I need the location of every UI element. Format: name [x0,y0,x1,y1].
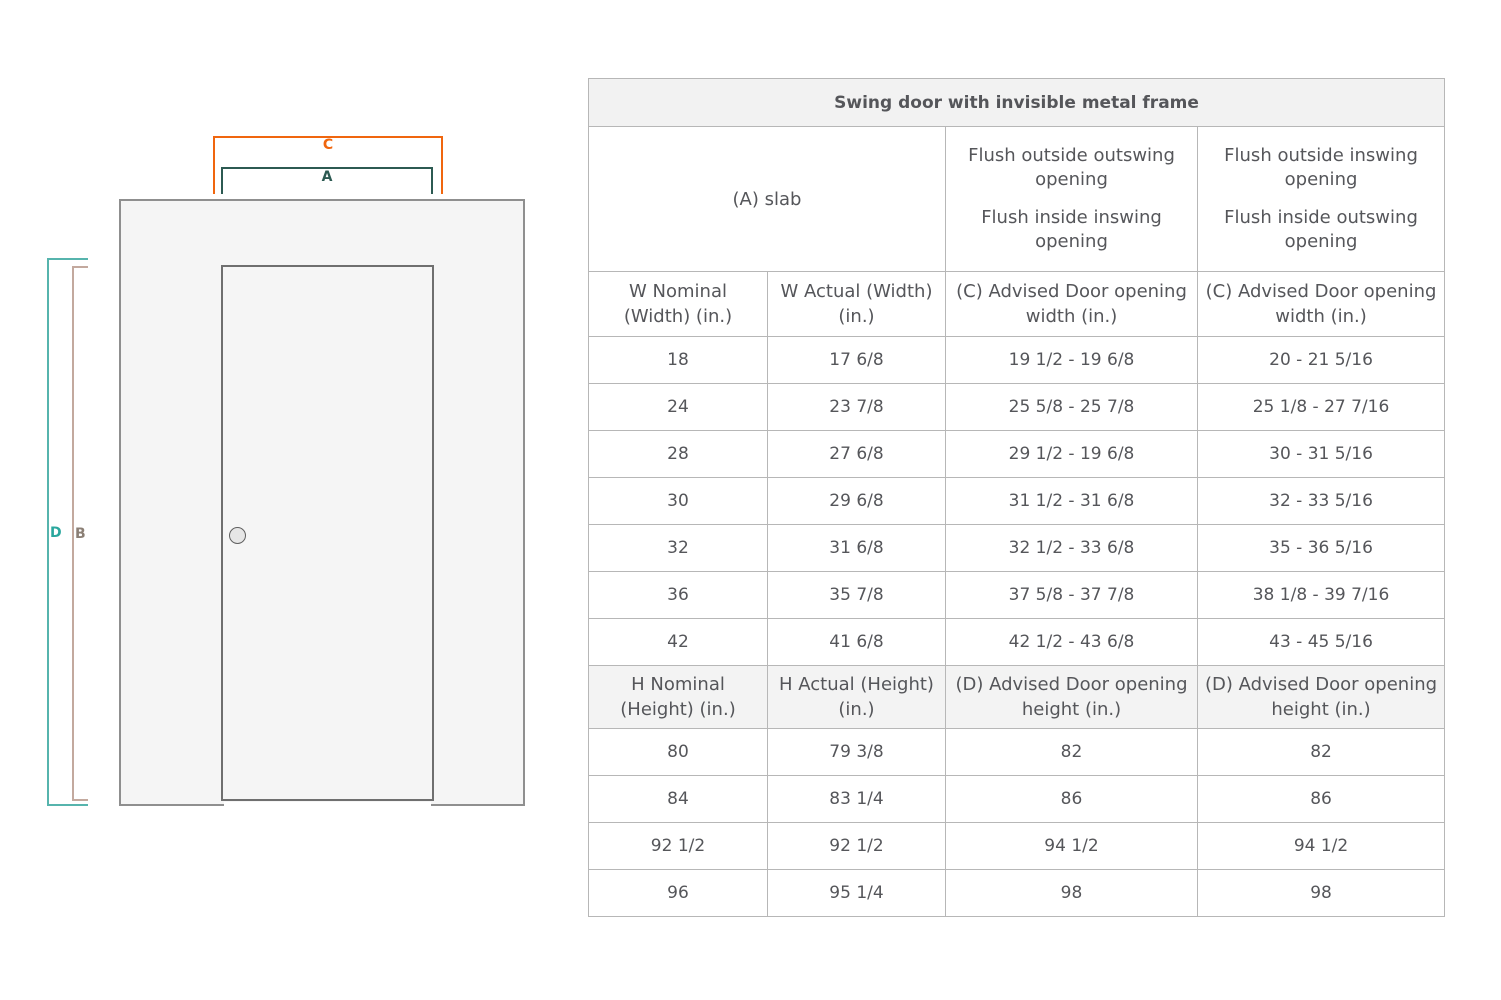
h-nominal-header: H Nominal (Height) (in.) [589,666,768,729]
advised-height-header-outswing: (D) Advised Door opening height (in.) [946,666,1198,729]
table-cell: 42 [589,619,768,666]
table-cell: 27 6/8 [768,431,946,478]
table-cell: 83 1/4 [768,776,946,823]
table-cell: 36 [589,572,768,619]
table-cell: 19 1/2 - 19 6/8 [946,337,1198,384]
width-row-24 [589,384,1445,431]
table-cell: 94 1/2 [1198,823,1445,870]
dimension-label-a: A [321,169,333,185]
door-slab [221,265,434,801]
table-cell: 80 [589,729,768,776]
advised-height-header-inswing: (D) Advised Door opening height (in.) [1198,666,1445,729]
table-cell: 96 [589,870,768,917]
dimension-label-d: D [50,525,62,541]
outswing-line-2: Flush inside inswing opening [981,206,1162,252]
table-cell: 41 6/8 [768,619,946,666]
table-cell: 25 1/8 - 27 7/16 [1198,384,1445,431]
advised-width-header-outswing: (C) Advised Door opening width (in.) [946,272,1198,337]
width-row-36 [589,572,1445,619]
table-cell: 92 1/2 [768,823,946,870]
table-cell: 32 [589,525,768,572]
height-row-84 [589,776,1445,823]
height-header-row [589,666,1445,729]
table-cell: 82 [1198,729,1445,776]
table-cell: 25 5/8 - 25 7/8 [946,384,1198,431]
table-cell: 98 [1198,870,1445,917]
table-cell: 94 1/2 [946,823,1198,870]
table-cell: 35 - 36 5/16 [1198,525,1445,572]
table-cell: 86 [946,776,1198,823]
table-cell: 31 1/2 - 31 6/8 [946,478,1198,525]
width-row-42 [589,619,1445,666]
spec-table [588,78,1445,917]
table-cell: 32 1/2 - 33 6/8 [946,525,1198,572]
table-cell: 86 [1198,776,1445,823]
table-cell: 95 1/4 [768,870,946,917]
table-cell: 82 [946,729,1198,776]
table-cell: 84 [589,776,768,823]
table-cell: 31 6/8 [768,525,946,572]
outswing-opening-header-cell [946,127,1198,272]
table-cell: 43 - 45 5/16 [1198,619,1445,666]
w-actual-header: W Actual (Width) (in.) [768,272,946,337]
table-cell: 92 1/2 [589,823,768,870]
inswing-line-1: Flush outside inswing opening [1224,144,1418,191]
inswing-line-2: Flush inside outswing opening [1224,206,1418,252]
table-cell: 28 [589,431,768,478]
table-cell: 79 3/8 [768,729,946,776]
width-row-18 [589,337,1445,384]
inswing-opening-header-cell [1198,127,1445,272]
table-cell: 30 [589,478,768,525]
width-row-28 [589,431,1445,478]
table-cell: 24 [589,384,768,431]
width-row-30 [589,478,1445,525]
table-cell: 29 1/2 - 19 6/8 [946,431,1198,478]
table-cell: 38 1/8 - 39 7/16 [1198,572,1445,619]
table-cell: 17 6/8 [768,337,946,384]
height-row-92 [589,823,1445,870]
outswing-line-1: Flush outside outswing opening [968,144,1175,191]
dimension-label-c: C [322,137,334,153]
w-nominal-header: W Nominal (Width) (in.) [589,272,768,337]
slab-header-cell: (A) slab [589,127,946,272]
opening-type-header-row [589,127,1445,272]
advised-width-header-inswing: (C) Advised Door opening width (in.) [1198,272,1445,337]
table-title: Swing door with invisible metal frame [589,79,1445,127]
table-cell: 29 6/8 [768,478,946,525]
table-cell: 30 - 31 5/16 [1198,431,1445,478]
height-row-80 [589,729,1445,776]
threshold-gap [224,802,431,812]
h-actual-header: H Actual (Height) (in.) [768,666,946,729]
table-cell: 18 [589,337,768,384]
width-header-row [589,272,1445,337]
table-cell: 42 1/2 - 43 6/8 [946,619,1198,666]
table-title-row [589,79,1445,127]
table-cell: 32 - 33 5/16 [1198,478,1445,525]
table-cell: 35 7/8 [768,572,946,619]
width-row-32 [589,525,1445,572]
table-cell: 20 - 21 5/16 [1198,337,1445,384]
dimension-label-b: B [75,526,86,542]
table-cell: 23 7/8 [768,384,946,431]
table-cell: 37 5/8 - 37 7/8 [946,572,1198,619]
door-knob-icon [229,527,246,544]
height-row-96 [589,870,1445,917]
table-cell: 98 [946,870,1198,917]
